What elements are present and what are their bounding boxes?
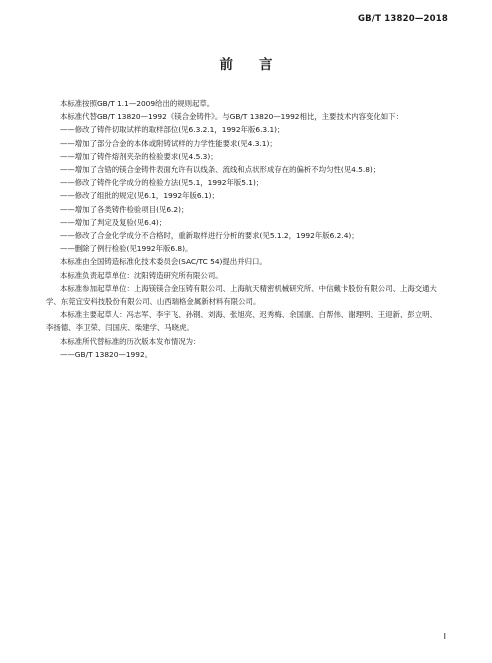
- change-item: ——修改了合金化学成分不合格时，重新取样进行分析的要求(见5.1.2，1992年版6.2.4)；: [60, 231, 359, 241]
- page-title: 前言: [219, 57, 299, 73]
- paragraph-participating-drafters: 本标准参加起草单位：上海镁镁合金压铸有限公司、上海航天精密机械研究所、中信戴卡股份有限公司、上海交通大学、东莞宜安科技股份有限公司、山西瑞格金属新材料有限公司。: [46, 283, 437, 307]
- history-item: ——GB/T 13820—1992。: [60, 349, 153, 359]
- foreword-body: [46, 97, 444, 361]
- paragraph-replacement: 本标准代替GB/T 13820—1992《镁合金铸件》。与GB/T 13820—1992相比，主要技术内容变化如下：: [60, 112, 403, 122]
- change-item: ——增加了各类铸件检验项目(见6.2)；: [60, 204, 189, 214]
- paragraph-proposer: 本标准由全国铸造标准化技术委员会(SAC/TC 54)提出并归口。: [60, 257, 267, 267]
- paragraph-drafting-rules: 本标准按照GB/T 1.1—2009给出的规则起草。: [60, 99, 215, 108]
- paragraph-history-intro: 本标准所代替标准的历次版本发布情况为：: [60, 336, 201, 346]
- page-number: I: [443, 632, 446, 641]
- change-item: ——增加了部分合金的本体或附铸试样的力学性能要求(见4.3.1)；: [60, 138, 277, 148]
- change-item: ——增加了含锆的镁合金铸件表面允许有以线条、流线和点状形成存在的偏析不均匀性(见4.5.8)；: [60, 165, 381, 175]
- change-item: ——删除了例行检验(见1992年版6.8)。: [60, 244, 193, 254]
- standard-code: GB/T 13820—2018: [357, 14, 448, 24]
- change-item: ——修改了铸件化学成分的检验方法(见5.1，1992年版5.1)；: [60, 178, 264, 188]
- change-item: ——修改了铸件切取试样的取样部位(见6.3.2.1，1992年版6.3.1)；: [60, 125, 285, 135]
- change-item: ——修改了组批的规定(见6.1，1992年版6.1)；: [60, 191, 219, 201]
- paragraph-main-drafters: 本标准主要起草人：冯志军、李宇飞、孙钢、刘海、张旭亮、迟秀梅、余国康、白帮伟、谢理明、王迎新、彭立明、李扬德、李卫荣、闫国庆、柴建学、马晓虎。: [46, 310, 437, 333]
- change-item: ——增加了铸件熔剂夹杂的检验要求(见4.5.3)；: [60, 151, 218, 161]
- paragraph-lead-drafter: 本标准负责起草单位：沈阳铸造研究所有限公司。: [60, 270, 223, 280]
- change-item: ——增加了判定及复验(见6.4)；: [60, 217, 167, 227]
